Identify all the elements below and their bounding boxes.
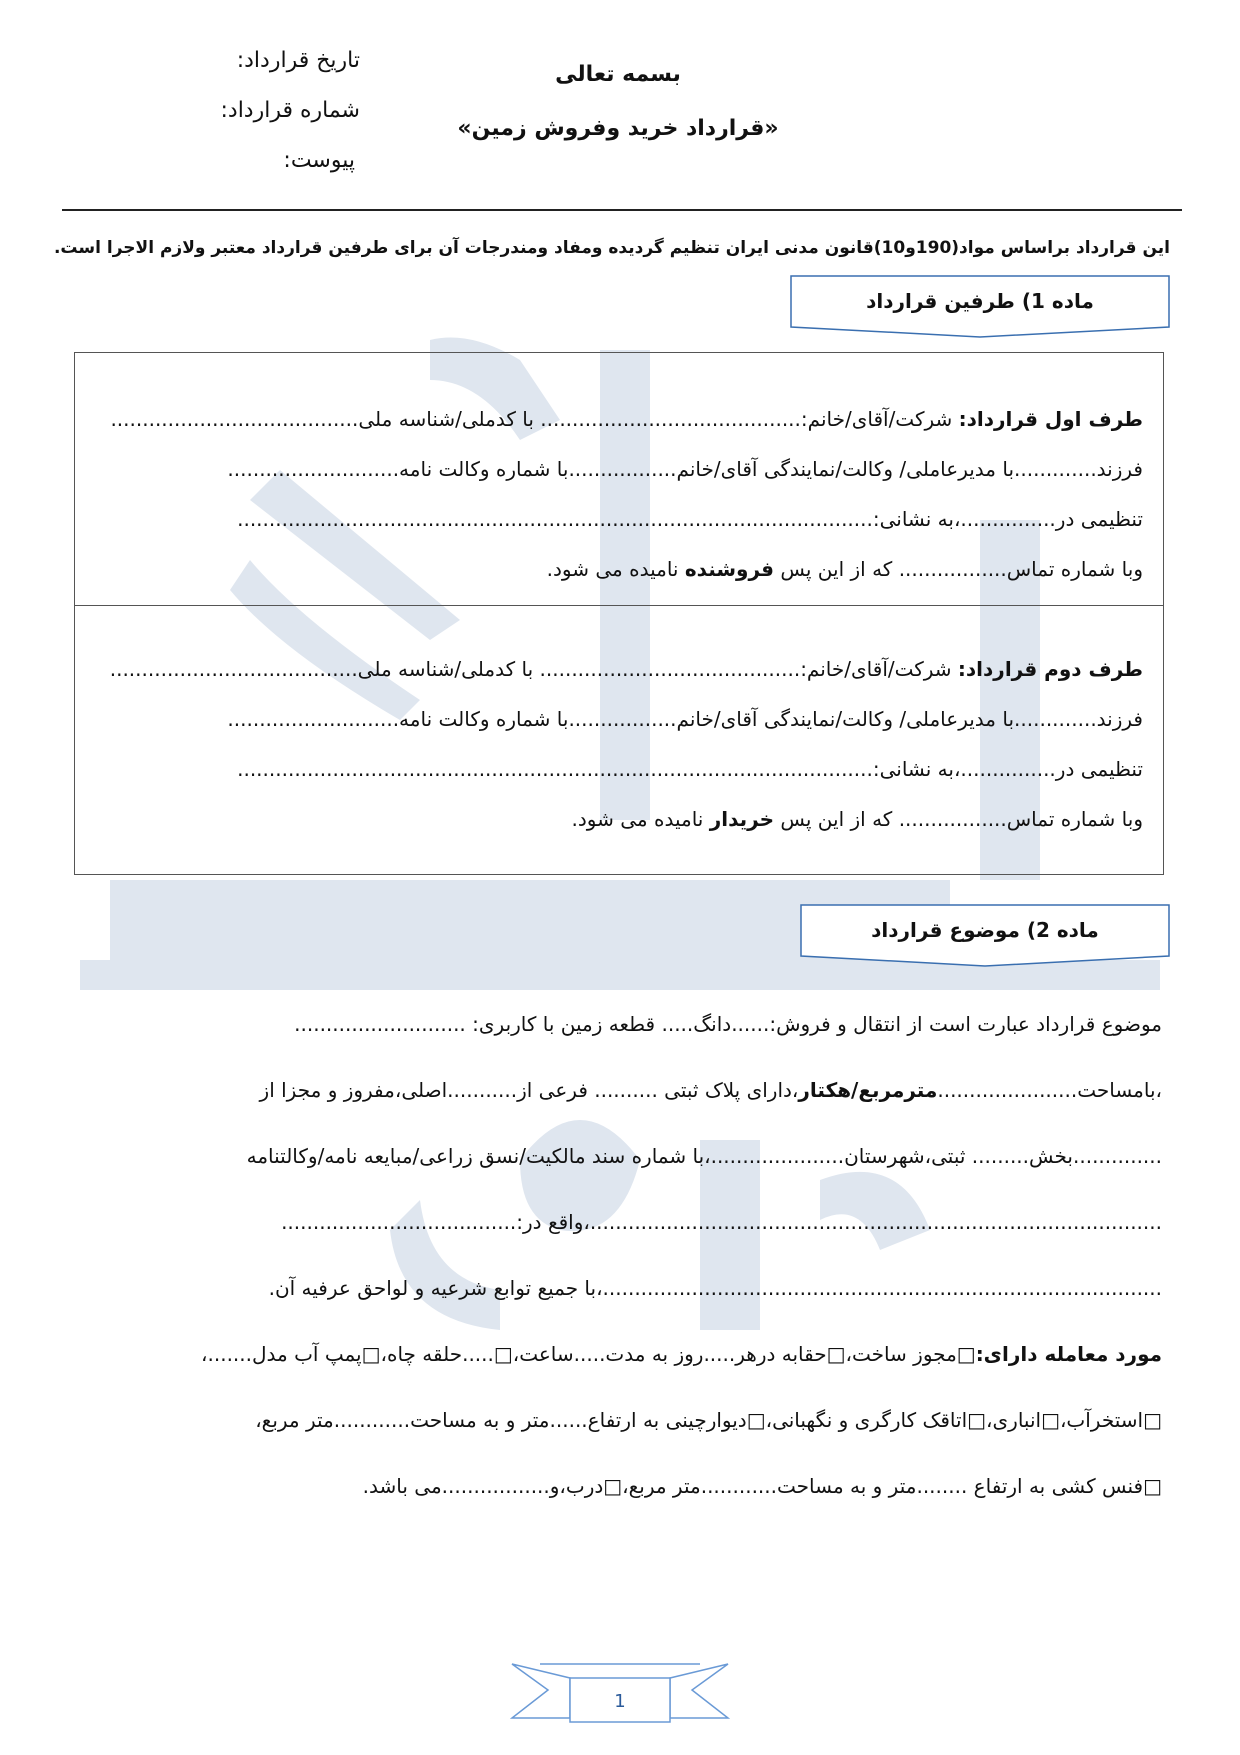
subject-line2-post: ،دارای پلاک ثبتی .......... فرعی از...........اصلی،مفروز و مجزا از [259,1078,799,1102]
subject-line7: □استخرآب،□انباری،□اتاقک کارگری و نگهبانی،□دیوارچینی به ارتفاع......متر و به مساحت............متر مربع، [255,1408,1162,1432]
party2-line1-text: شرکت/آقای/خانم:......................................... با کدملی/شناسه ملی....................................... [109,657,958,681]
parties-box [74,352,1164,875]
party1-line1-text: شرکت/آقای/خانم:......................................... با کدملی/شناسه ملی....................................... [110,407,959,431]
header-divider [62,209,1182,211]
subject-line8: □فنس کشی به ارتفاع ........متر و به مساحت............متر مربع،□درب،و.................می باشد. [362,1474,1162,1498]
transaction-features-label: مورد معامله دارای: [975,1342,1162,1366]
subject-line6 [201,1342,1162,1366]
parties-divider [75,605,1163,606]
party1-line1 [110,407,1143,431]
party1-label: طرف اول قرارداد: [958,407,1143,431]
subject-line6-text: □مجوز ساخت،□حقابه درهر.....روز به مدت.....ساعت،□.....حلقه چاه،□پمپ آب مدل.......، [201,1342,976,1366]
party2-line4-pre: وبا شماره تماس................. که از این پس [774,807,1143,831]
subject-line2-pre: ،بامساحت...................... [937,1078,1162,1102]
area-unit: مترمربع/هکتار [798,1078,938,1102]
attachment-label: پیوست: [283,148,355,173]
party1-line3: تنظیمی در...............،به نشانی:.................................................................................................... [237,507,1143,531]
party2-role: خریدار [709,807,775,831]
party1-role: فروشنده [684,557,775,581]
subject-line3: ..............بخش......... ثبتی،شهرستان.....................،با شماره سند مالکیت/نسق زراعی/مبایعه نامه/وکالتنامه [246,1144,1162,1168]
subject-line4: ..........................................................................................،واقع در:..................................... [281,1210,1162,1234]
contract-number-label: شماره قرارداد: [220,98,360,123]
party1-line2: فرزند.............با مدیرعاملی/ وکالت/نمایندگی آقای/خانم.................با شماره وکالت نامه........................... [227,457,1143,481]
subject-line2 [260,1078,1162,1102]
article2-heading: ماده 2) موضوع قرارداد [871,918,1099,942]
party1-line4 [547,557,1143,581]
intro-paragraph: این قرارداد براساس مواد(190و10)قانون مدنی ایران تنظیم گردیده ومفاد ومندرجات آن برای طرفین قرارداد معتبر ولازم الاجرا است. [53,238,1170,258]
contract-date-label: تاریخ قرارداد: [236,48,360,73]
party2-line4 [572,807,1143,831]
party2-line3: تنظیمی در...............،به نشانی:.................................................................................................... [237,757,1143,781]
party2-line1 [110,657,1143,681]
subject-line1: موضوع قرارداد عبارت است از انتقال و فروش:......دانگ..... قطعه زمین با کاربری: ........................... [294,1012,1162,1036]
bismillah-heading: بسمه تعالی [555,62,681,87]
page-number: 1 [614,1691,626,1712]
party1-line4-post: نامیده می شود. [546,557,685,581]
party1-line4-pre: وبا شماره تماس................. که از این پس [774,557,1143,581]
subject-line5: ........................................................................................،با جمیع توابع شرعیه و لواحق عرفیه آن. [268,1276,1162,1300]
article1-heading: ماده 1) طرفین قرارداد [866,289,1094,313]
party2-line4-post: نامیده می شود. [571,807,710,831]
party2-label: طرف دوم قرارداد: [957,657,1143,681]
party2-line2: فرزند.............با مدیرعاملی/ وکالت/نمایندگی آقای/خانم.................با شماره وکالت نامه........................... [227,707,1143,731]
document-title: «قرارداد خرید وفروش زمین» [457,116,779,141]
